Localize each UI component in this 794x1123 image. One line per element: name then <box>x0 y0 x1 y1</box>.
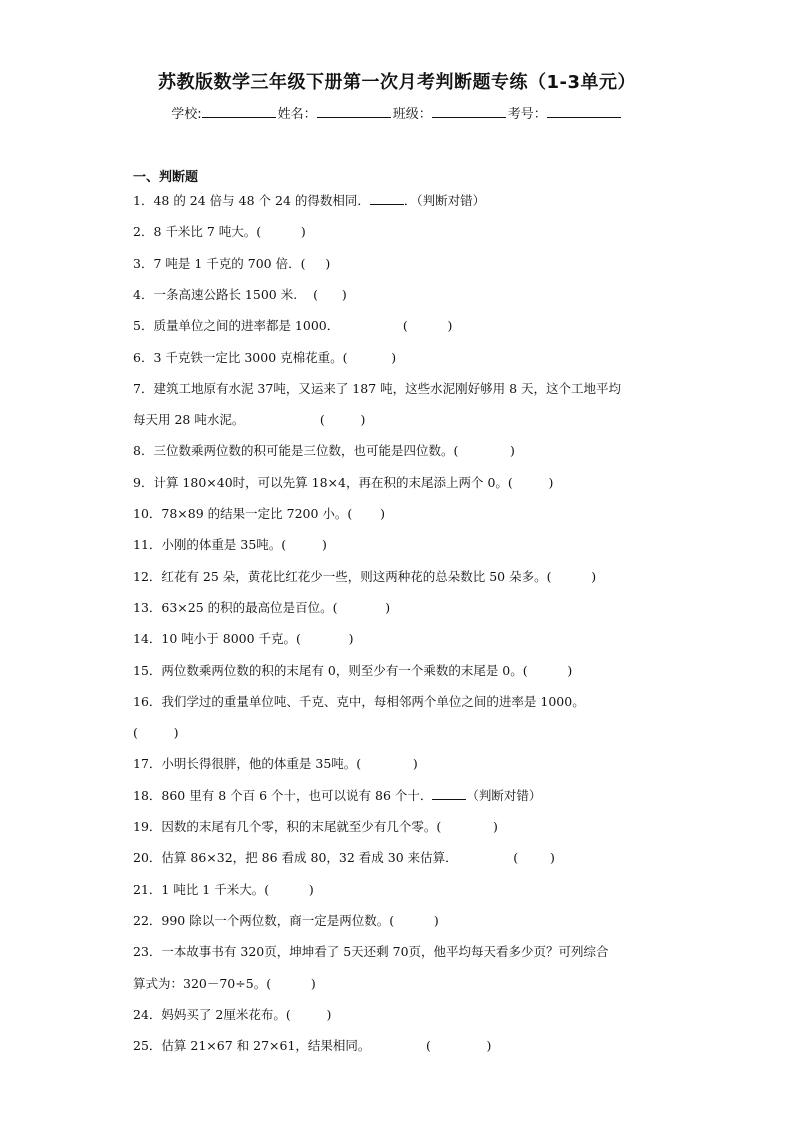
answer-space[interactable]: ( <box>339 318 448 334</box>
question-line <box>133 819 673 835</box>
number-blank[interactable] <box>547 105 621 118</box>
question-suffix: （判断对错） <box>466 787 542 803</box>
answer-space[interactable] <box>261 224 301 240</box>
question-text: 每天用 28 吨水泥。 <box>133 412 245 428</box>
answer-space[interactable] <box>352 506 380 522</box>
answer-space[interactable] <box>138 725 174 741</box>
question-line <box>133 318 673 334</box>
question-suffix: ) <box>591 568 597 584</box>
question-suffix: ) <box>549 850 555 866</box>
answer-space[interactable] <box>338 600 386 616</box>
question-text: 6．3 千克铁一定比 3000 克棉花重。( <box>133 349 348 365</box>
question-text: 21．1 吨比 1 千米大。( <box>133 881 270 897</box>
question-text: 12．红花有 25 朵，黄花比红花少一些，则这两种花的总朵数比 50 朵多。( <box>133 568 552 584</box>
answer-space[interactable] <box>528 663 568 679</box>
answer-space[interactable] <box>458 443 510 459</box>
answer-space[interactable] <box>394 913 434 929</box>
question-line <box>133 256 673 272</box>
question-text: 2．8 千米比 7 吨大。( <box>133 224 262 240</box>
question-line <box>133 569 673 585</box>
question-line <box>133 537 673 553</box>
question-suffix: ．（判断对错） <box>403 193 486 208</box>
question-suffix: ) <box>548 474 554 490</box>
question-text: 4．一条高速公路长 1500 米. <box>133 286 298 302</box>
question-text: 14．10 吨小于 8000 千克。( <box>133 631 301 647</box>
question-line <box>133 694 673 710</box>
question-suffix: ) <box>341 286 347 302</box>
question-text: 算式为：320－70÷5。( <box>133 975 272 991</box>
question-suffix: ) <box>433 912 439 928</box>
question-text: 17．小明长得很胖，他的体重是 35吨。( <box>133 756 362 772</box>
question-suffix: ) <box>567 662 573 678</box>
question-line <box>133 631 673 647</box>
question-suffix: ) <box>391 349 397 365</box>
question-text: 22．990 除以一个两位数，商一定是两位数。( <box>133 912 395 928</box>
answer-space[interactable] <box>441 819 493 835</box>
student-info-line <box>0 103 794 122</box>
question-suffix: ) <box>173 725 179 741</box>
question-suffix: ) <box>447 318 453 334</box>
question-suffix: ) <box>412 756 418 772</box>
question-text: 15．两位数乘两位数的积的末尾有 0，则至少有一个乘数的末尾是 0。( <box>133 662 528 678</box>
question-text: 10．78×89 的结果一定比 7200 小。( <box>133 506 353 521</box>
answer-space[interactable] <box>269 882 309 898</box>
question-line <box>133 475 673 491</box>
question-suffix: ) <box>321 537 327 553</box>
question-line <box>133 663 673 679</box>
question-line <box>133 600 673 616</box>
answer-space[interactable] <box>348 350 392 366</box>
question-text: 16．我们学过的重量单位吨、千克、克中，每相邻两个单位之间的进率是 1000。 <box>133 693 585 709</box>
answer-space[interactable] <box>513 475 549 491</box>
name-label: 姓名： <box>277 107 317 122</box>
question-suffix: ) <box>360 412 366 428</box>
question-text: 24．妈妈买了 2厘米花布。( <box>133 1006 291 1022</box>
question-line <box>133 350 673 366</box>
question-line <box>133 1038 673 1054</box>
answer-space[interactable] <box>286 537 322 553</box>
school-blank[interactable] <box>202 105 276 118</box>
question-line <box>133 412 673 428</box>
question-suffix: ) <box>486 1038 492 1054</box>
answer-space[interactable] <box>305 256 325 272</box>
answer-blank[interactable] <box>432 788 466 800</box>
question-text: 11．小刚的体重是 35吨。( <box>133 537 287 553</box>
question-suffix: ) <box>385 599 391 615</box>
question-text: 19．因数的末尾有几个零，积的末尾就至少有几个零。( <box>133 819 442 834</box>
question-line <box>133 756 673 772</box>
question-line <box>133 443 673 459</box>
answer-blank[interactable] <box>370 193 404 205</box>
question-line <box>133 381 673 397</box>
answer-space[interactable] <box>291 1007 327 1023</box>
question-line <box>133 506 673 522</box>
question-suffix: ) <box>492 819 498 834</box>
question-text: 20．估算 86×32，把 86 看成 80，32 看成 30 来估算． <box>133 850 458 866</box>
question-line <box>133 850 673 866</box>
question-line <box>133 882 673 898</box>
question-text: 25．估算 21×67 和 27×61，结果相同。 <box>133 1038 371 1054</box>
question-line <box>133 1007 673 1023</box>
name-blank[interactable] <box>317 105 391 118</box>
question-text: 1．48 的 24 倍与 48 个 24 的得数相同． <box>133 193 370 208</box>
question-line <box>133 788 673 804</box>
question-text: 23．一本故事书有 320页，坤坤看了 5天还剩 70页，他平均每天看多少页？可列综合 <box>133 944 609 960</box>
question-line <box>133 224 673 240</box>
question-line <box>133 944 673 960</box>
question-line <box>133 976 673 992</box>
question-line <box>133 287 673 303</box>
answer-space[interactable]: ( <box>457 850 550 866</box>
section-title: 一、判断题 <box>133 170 199 185</box>
question-text: ( <box>133 725 138 741</box>
number-label: 考号： <box>507 107 547 122</box>
question-text: 7．建筑工地原有水泥 37吨，又运来了 187 吨，这些水泥刚好够用 8 天，这个工地平均 <box>133 380 622 396</box>
answer-space[interactable] <box>361 756 413 772</box>
question-text: 18．860 里有 8 个百 6 个十，也可以说有 86 个十． <box>133 787 433 803</box>
question-suffix: ) <box>308 881 314 897</box>
class-label: 班级： <box>392 107 432 122</box>
question-suffix: ) <box>325 255 331 271</box>
school-label: 学校: <box>171 107 202 122</box>
question-suffix: ) <box>348 631 354 647</box>
page-title: 苏教版数学三年级下册第一次月考判断题专练（1-3单元） <box>157 72 637 93</box>
question-text: 9．计算 180×40时，可以先算 18×4，再在积的末尾添上两个 0。( <box>133 474 513 490</box>
question-text: 5．质量单位之间的进率都是 1000． <box>133 318 340 334</box>
question-line <box>133 725 673 741</box>
question-line <box>133 913 673 929</box>
answer-space[interactable] <box>301 631 349 647</box>
question-suffix: ) <box>326 1006 332 1022</box>
question-suffix: ) <box>300 224 306 240</box>
question-text: 13．63×25 的积的最高位是百位。( <box>133 599 338 615</box>
question-text: 3．7 吨是 1 千克的 700 倍．( <box>133 255 306 271</box>
question-suffix: ) <box>310 975 316 991</box>
question-suffix: ) <box>380 506 386 521</box>
answer-space[interactable]: ( <box>297 286 342 302</box>
answer-space[interactable] <box>552 569 592 585</box>
answer-space[interactable] <box>271 976 311 992</box>
answer-space[interactable]: ( <box>244 412 361 428</box>
question-line <box>133 193 673 209</box>
answer-space[interactable]: ( <box>370 1038 487 1054</box>
question-text: 8．三位数乘两位数的积可能是三位数，也可能是四位数。( <box>133 443 459 459</box>
class-blank[interactable] <box>432 105 506 118</box>
question-suffix: ) <box>510 443 515 459</box>
